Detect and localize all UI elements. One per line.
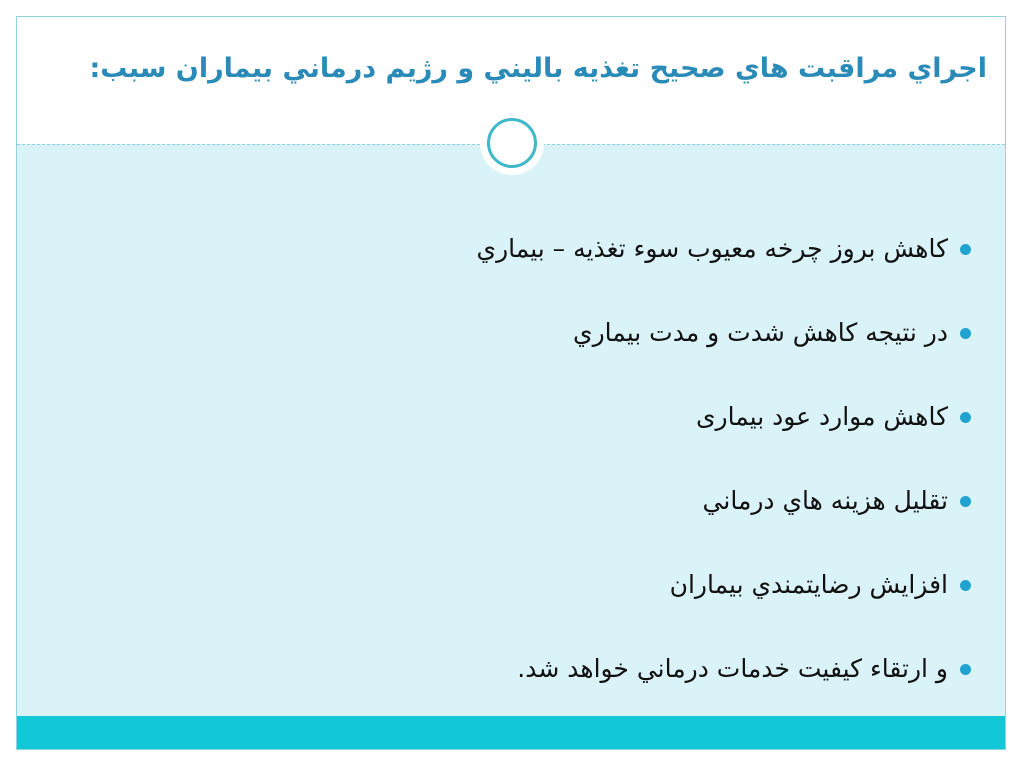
bullet-item	[71, 457, 971, 541]
bullet-dot-icon	[960, 664, 971, 675]
bullet-item	[71, 373, 971, 457]
bullet-dot-icon	[960, 328, 971, 339]
bullet-dot-icon	[960, 580, 971, 591]
bullet-text: كاهش بروز چرخه معيوب سوء تغذيه – بيماري	[476, 234, 948, 263]
bullet-item	[71, 289, 971, 373]
bullet-text: و ارتقاء كيفيت خدمات درماني خواهد شد.	[517, 654, 948, 683]
bullet-item	[71, 625, 971, 709]
bottom-accent-bar	[17, 716, 1005, 750]
bullet-text: افزايش رضايتمندي بيماران	[669, 570, 948, 599]
bullet-item	[71, 205, 971, 289]
bullet-text: در نتيجه كاهش شدت و مدت بيماري	[573, 318, 948, 347]
bullet-item	[71, 541, 971, 625]
bullet-list	[71, 205, 971, 709]
bullet-dot-icon	[960, 412, 971, 423]
bullet-text: كاهش موارد عود بيماری	[695, 402, 948, 431]
slide-frame	[16, 16, 1006, 750]
bullet-dot-icon	[960, 244, 971, 255]
slide-title: اجراي مراقبت هاي صحيح تغذيه باليني و رژيم درماني بيماران سبب:	[89, 53, 987, 84]
bullet-dot-icon	[960, 496, 971, 507]
divider-ring-icon	[487, 118, 537, 168]
bullet-text: تقليل هزينه هاي درماني	[702, 486, 948, 515]
